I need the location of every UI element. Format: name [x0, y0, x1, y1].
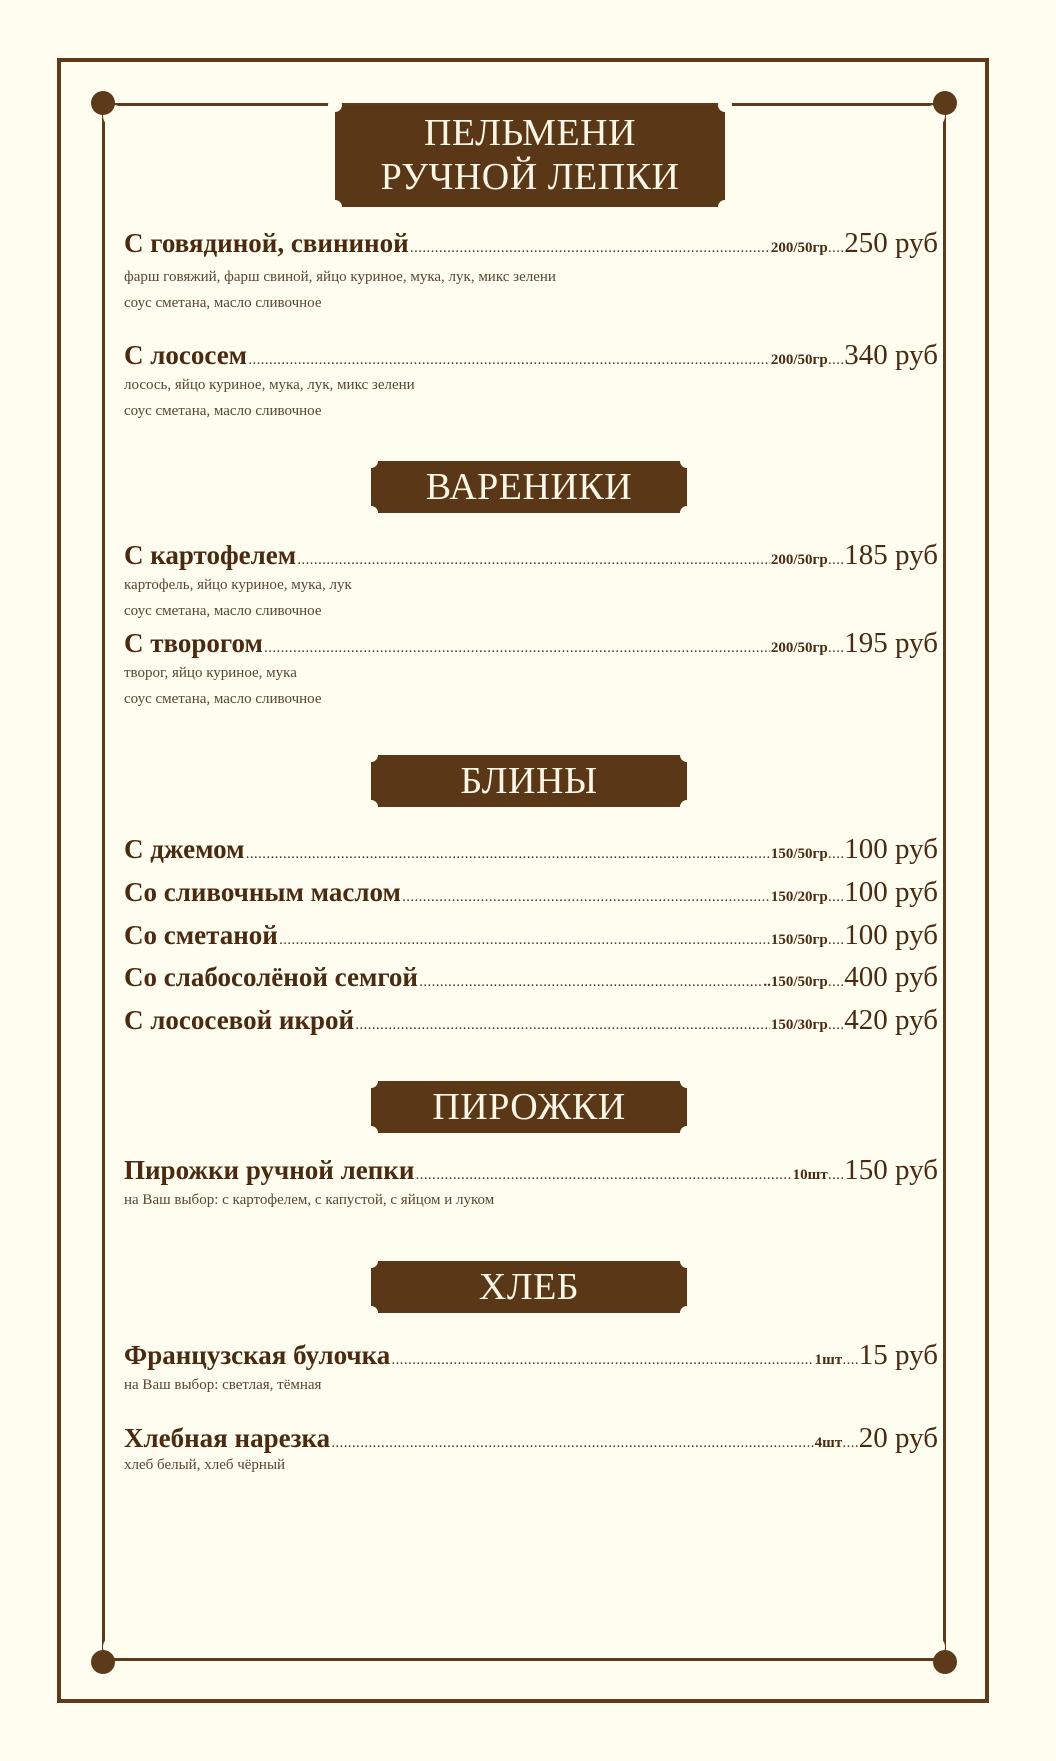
corner-ornament-icon	[91, 91, 115, 115]
section-header-bliny	[124, 755, 938, 807]
item-portion: ..150/50гр	[763, 974, 828, 990]
dot-leader-short: ....	[827, 933, 845, 948]
item-portion: 150/30гр	[770, 1017, 828, 1033]
menu-item	[124, 876, 938, 909]
section-title: ВАРЕНИКИ	[425, 466, 633, 508]
dot-leader	[248, 353, 770, 368]
item-name: С картофелем	[124, 540, 297, 570]
corner-ornament-icon	[933, 1650, 957, 1674]
item-name: Пирожки ручной лепки	[124, 1155, 415, 1185]
item-name: С джемом	[124, 834, 245, 864]
section-title-line2: РУЧНОЙ ЛЕПКИ	[380, 156, 680, 198]
menu-item	[124, 1422, 938, 1475]
item-portion: 200/50гр	[770, 352, 828, 368]
item-description: лосось, яйцо куриное, мука, лук, микс зелени	[124, 377, 415, 393]
dot-leader	[297, 553, 770, 568]
dot-leader-short: ....	[842, 1436, 859, 1451]
menu-item	[124, 919, 938, 952]
item-description: на Ваш выбор: с картофелем, с капустой, с яйцом и луком	[124, 1192, 495, 1208]
dot-leader-short: ....	[827, 641, 845, 656]
dot-leader	[415, 1168, 791, 1183]
menu-item	[124, 339, 938, 424]
item-price: 195 руб	[844, 627, 938, 659]
dot-leader	[264, 641, 770, 656]
item-portion: 200/50гр	[770, 240, 828, 256]
menu-item	[124, 627, 938, 712]
item-description: соус сметана, масло сливочное	[124, 295, 322, 311]
item-name: Со сливочным маслом	[124, 877, 401, 907]
item-portion: 150/50гр	[770, 846, 828, 862]
dot-leader-short: ....	[827, 353, 845, 368]
item-portion: 10шт	[792, 1167, 828, 1183]
dot-leader	[246, 847, 770, 862]
item-description: картофель, яйцо куриное, мука, лук	[124, 577, 352, 593]
menu-item	[124, 833, 938, 866]
dot-leader	[410, 241, 770, 256]
menu-item	[124, 539, 938, 624]
item-row	[124, 1339, 938, 1372]
section-title: ХЛЕБ	[478, 1266, 580, 1308]
item-name: С лососевой икрой	[124, 1005, 355, 1035]
section-title: ПИРОЖКИ	[432, 1086, 626, 1128]
item-description: творог, яйцо куриное, мука	[124, 665, 297, 681]
item-row	[124, 833, 938, 866]
item-price: 150 руб	[844, 1154, 938, 1186]
item-price: 15 руб	[858, 1339, 938, 1371]
dot-leader-short: ....	[827, 553, 845, 568]
section-title-plaque	[371, 755, 687, 807]
menu-item	[124, 961, 938, 994]
dot-leader	[355, 1018, 770, 1033]
section-title-plaque	[371, 1081, 687, 1133]
item-row	[124, 539, 938, 572]
section-header-khleb	[124, 1261, 938, 1313]
menu-item	[124, 1339, 938, 1398]
item-price: 20 руб	[858, 1422, 938, 1454]
section-title-plaque	[371, 461, 687, 513]
corner-ornament-icon	[91, 1650, 115, 1674]
dot-leader	[402, 890, 770, 905]
item-portion: 150/20гр	[770, 889, 828, 905]
item-description: соус сметана, масло сливочное	[124, 403, 322, 419]
menu-item	[124, 1004, 938, 1037]
section-title-line1: ПЕЛЬМЕНИ	[423, 112, 637, 154]
item-name: С говядиной, свининой	[124, 228, 409, 258]
item-row	[124, 876, 938, 909]
item-price: 100 руб	[844, 833, 938, 865]
item-portion: 150/50гр	[770, 932, 828, 948]
section-title-plaque	[335, 105, 725, 207]
dot-leader	[331, 1436, 814, 1451]
item-price: 400 руб	[844, 961, 938, 993]
item-name: С творогом	[124, 628, 263, 658]
section-header-pirozhki	[124, 1081, 938, 1133]
item-row	[124, 919, 938, 952]
dot-leader-short: ....	[827, 1168, 845, 1183]
item-name: Со слабосолёной семгой	[124, 962, 418, 992]
item-price: 100 руб	[844, 919, 938, 951]
item-description: соус сметана, масло сливочное	[124, 691, 322, 707]
item-name: С лососем	[124, 340, 248, 370]
item-portion: 200/50гр	[770, 640, 828, 656]
dot-leader-short: ....	[827, 241, 845, 256]
item-row	[124, 227, 938, 260]
dot-leader	[391, 1353, 813, 1368]
item-row	[124, 627, 938, 660]
item-price: 250 руб	[844, 227, 938, 259]
item-name: Хлебная нарезка	[124, 1423, 331, 1453]
item-description: соус сметана, масло сливочное	[124, 603, 322, 619]
dot-leader-short: ....	[827, 847, 845, 862]
item-price: 340 руб	[844, 339, 938, 371]
section-header-vareniki	[124, 461, 938, 513]
item-row	[124, 1422, 938, 1455]
item-portion: 1шт	[814, 1352, 843, 1368]
item-name: Французская булочка	[124, 1340, 391, 1370]
dot-leader-short: ....	[842, 1353, 859, 1368]
dot-leader-short: ....	[827, 890, 845, 905]
item-row	[124, 961, 938, 994]
dot-leader	[419, 975, 762, 990]
item-description: на Ваш выбор: светлая, тёмная	[124, 1377, 322, 1393]
item-row	[124, 339, 938, 372]
item-price: 420 руб	[844, 1004, 938, 1036]
dot-leader	[279, 933, 770, 948]
item-price: 100 руб	[844, 876, 938, 908]
dot-leader-short: ....	[827, 975, 845, 990]
item-portion: 4шт	[814, 1435, 843, 1451]
item-description: фарш говяжий, фарш свиной, яйцо куриное, мука, лук, микс зелени	[124, 269, 556, 285]
menu-item	[124, 1154, 938, 1213]
section-title: БЛИНЫ	[460, 760, 598, 802]
item-row	[124, 1004, 938, 1037]
item-name: Со сметаной	[124, 920, 278, 950]
section-title-plaque	[371, 1261, 687, 1313]
section-header-pelmeni	[124, 105, 938, 207]
item-description: хлеб белый, хлеб чёрный	[124, 1457, 286, 1473]
dot-leader-short: ....	[827, 1018, 845, 1033]
menu-item	[124, 227, 938, 316]
item-row	[124, 1154, 938, 1187]
item-portion: 200/50гр	[770, 552, 828, 568]
item-price: 185 руб	[844, 539, 938, 571]
